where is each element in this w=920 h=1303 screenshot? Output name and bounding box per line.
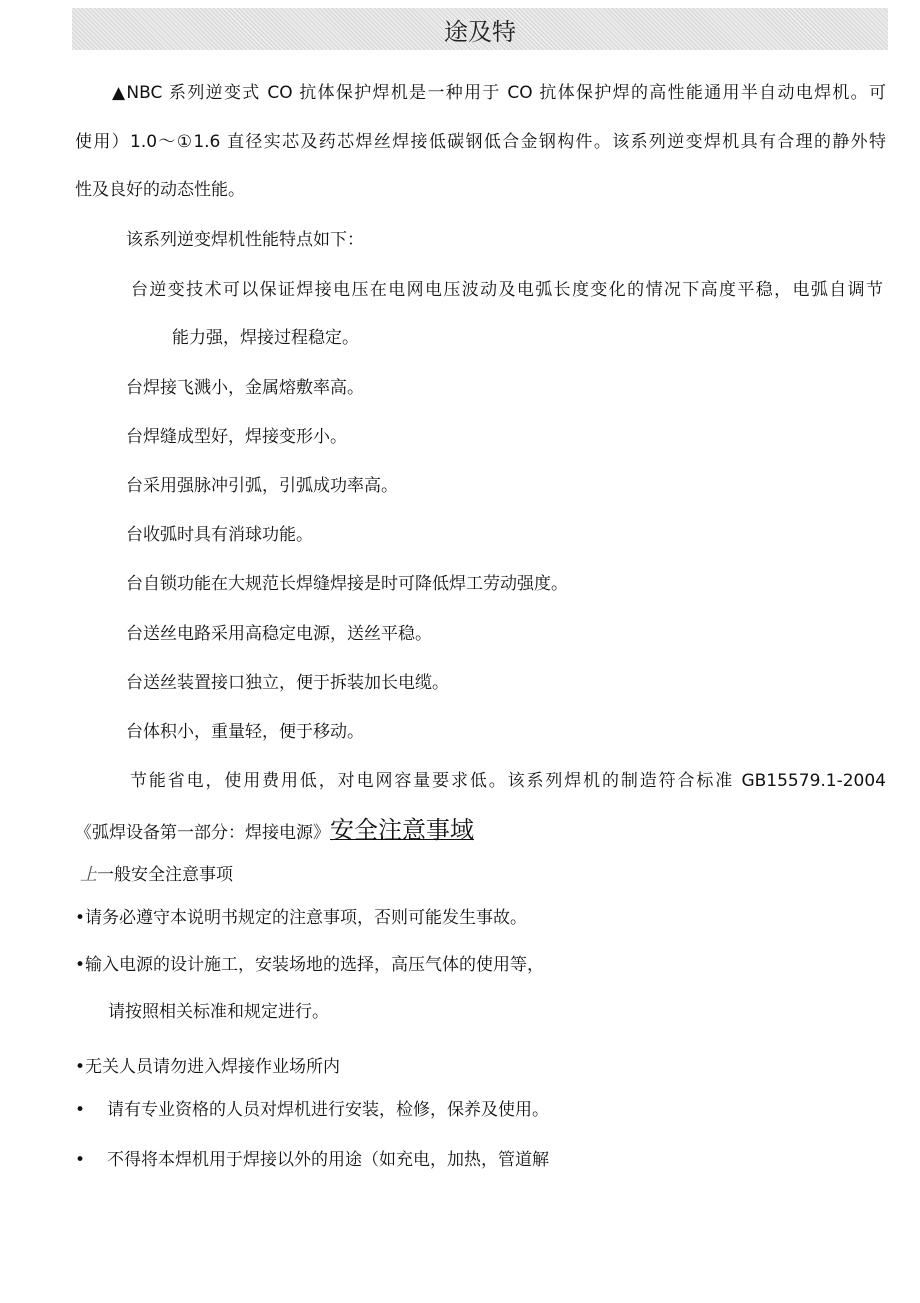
- general-prefix: 上: [80, 865, 97, 885]
- safety-item-cont: 请按照相关标准和规定进行。: [108, 1002, 329, 1022]
- bullet-text: 请有专业资格的人员对焊机进行安装，检修，保养及使用。: [107, 1100, 549, 1120]
- safety-item: •输入电源的设计施工，安装场地的选择，高压气体的使用等，: [75, 955, 545, 975]
- page-title: 途及特: [444, 18, 516, 46]
- feature-item: 台自锁功能在大规范长焊缝焊接是时可降低焊工劳动强度。: [126, 574, 568, 594]
- intro-line: 使用）1.0〜①1.6 直径实芯及药芯焊丝焊接低碳钢低合金钢构件。该系列逆变焊机具有合理的静外特: [75, 132, 886, 152]
- bullet-item: [75, 1099, 549, 1121]
- safety-heading: 安全注意事域: [330, 816, 474, 844]
- feature-item: 台焊缝成型好，焊接变形小。: [126, 427, 347, 447]
- features-intro: 该系列逆变焊机性能特点如下：: [126, 230, 364, 250]
- feature-item: 台送丝电路采用高稳定电源，送丝平稳。: [126, 624, 432, 644]
- feature-item: 台收弧时具有消球功能。: [126, 525, 313, 545]
- title-banner: [72, 8, 888, 50]
- intro-line: ▲NBC 系列逆变式 CO 抗体保护焊机是一种用于 CO 抗体保护焊的高性能通用半自动电焊机。可: [112, 83, 886, 103]
- bullet-text: 不得将本焊机用于焊接以外的用途（如充电，加热，管道解: [107, 1150, 549, 1170]
- general-heading: 一般安全注意事项: [97, 865, 233, 885]
- feature-item: 台采用强脉冲引弧，引弧成功率高。: [126, 476, 398, 496]
- intro-line: 性及良好的动态性能。: [75, 180, 245, 200]
- feature-item: 台体积小，重量轻，便于移动。: [126, 722, 364, 742]
- feature-item-cont: 能力强，焊接过程稳定。: [172, 328, 359, 348]
- feature-item: 台焊接飞溅小，金属熔敷率高。: [126, 378, 364, 398]
- feature-item: 台逆变技术可以保证焊接电压在电网电压波动及电弧长度变化的情况下高度平稳，电弧自调节: [131, 280, 883, 300]
- bullet-icon: •: [75, 1150, 86, 1170]
- standard-name: 《弧焊设备第一部分：焊接电源》: [75, 823, 330, 843]
- feature-item: 台送丝装置接口独立，便于拆装加长电缆。: [126, 673, 449, 693]
- standard-line: 节能省电，使用费用低，对电网容量要求低。该系列焊机的制造符合标准 GB15579.1-2004: [130, 771, 886, 791]
- general-heading-line: [80, 864, 233, 886]
- bullet-item: [75, 1149, 549, 1171]
- standard-name-line: [75, 816, 474, 847]
- safety-item: •无关人员请勿进入焊接作业场所内: [75, 1057, 341, 1077]
- safety-item: •请务必遵守本说明书规定的注意事项，否则可能发生事故。: [75, 908, 528, 928]
- bullet-icon: •: [75, 1100, 86, 1120]
